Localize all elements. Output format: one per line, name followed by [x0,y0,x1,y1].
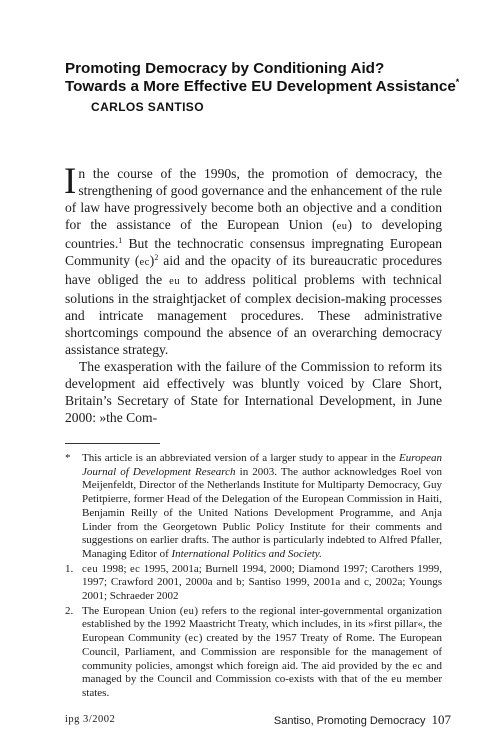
paragraph-1-text-a: n the course of the 1990s, the promotion of democracy, the strengthening of good governance and the enhancement of the rule of law have progressively become both an objective and a condition for the assistance of the European Union ( [65,166,442,232]
abbr-ec: ec [139,257,150,268]
footnote-star [65,452,442,562]
title-line-1: Promoting Democracy by Conditioning Aid? [65,60,385,77]
footnote-text-g: and managed by the Council and Commission co-exists with that of the [82,659,442,686]
footnote-text-d: 1995, 2001a; Burnell 1994, 2000; Diamond 1997; Carothers 1999, 1997; Crawford 2001, 2000a and b; Santiso 1999, 2001a and c, 2002a; Youngs 2001; Schraeder 2002 [82,562,443,603]
footnote-text [82,605,442,699]
footnote-marker: * [65,452,71,464]
abbr-eu: eu [336,221,348,232]
footnote-1 [65,563,442,604]
footnote-text-b: 1998; [98,562,130,575]
footnote-2 [65,605,442,701]
page-footer [65,712,451,728]
footnote-text [82,563,442,602]
title-line-2-text: Towards a More Effective EU Development Assistance [65,78,456,95]
publication-title: International Politics and Society. [171,547,322,560]
article-body [64,161,442,426]
abbr-ec: ec [129,563,141,575]
footnote-divider [65,443,160,444]
paragraph-2: The exasperation with the failure of the Commission to reform its development aid effectively was bluntly voiced by Clare Short, Britain’s Secretary of State for International Development, in June 2000: »the Com- [65,359,442,425]
footnote-text-a: The European Union ( [82,604,184,617]
journal-issue: ipg 3/2002 [65,714,116,725]
footnote-text-a: This article is an abbreviated version of a larger study to appear in the [82,452,400,464]
title-footnote-marker[interactable]: * [455,77,460,87]
abbr-eu: eu [183,605,195,617]
abbr-eu: eu [169,276,181,287]
title-line-2 [65,78,485,96]
abbr-ceu: ceu [82,563,99,575]
footnote-text [82,452,442,560]
article-title [65,60,485,96]
paragraph-1-text-b: ) to developing countries. [65,217,442,251]
footnote-text-c: in 2003. The author acknowledges Roel von Meijenfeldt, Director of the Netherlands Institute for Multiparty Democracy, Guy Petitpierre, former Head of the Delegation of the European Commission in Haiti, Benjamin Reilly of the United Nations Development Programme, and Anja Linder from the Georgetown Public Policy Institute for their comments and suggestions on earlier drafts. The author is particularly indebted to Alfred Pfaller, Managing Editor of [82,465,442,560]
running-head-text: Santiso, Promoting Democracy [273,715,426,727]
paragraph-1 [64,161,442,358]
footnote-marker: 2. [65,604,74,617]
paragraph-1-text-f: to address political problems with technical solutions in the straightjacket of complex decision-making processes and intricate management procedures. These administrative shortcomings compound the absence of an overarching democracy assistance strategy. [65,272,442,357]
footnote-text-c: ) refers to the regional inter-governmental organization established by the 1992 Maastricht Treaty, which includes, in its »first pillar«, the European Community ( [82,604,442,645]
footnote-text-i: member states. [82,673,442,699]
drop-cap: I [64,161,77,202]
footnote-ref-2[interactable]: 2 [154,253,159,262]
paragraph-1-text-e: aid and the opacity of its bureaucratic procedures have obliged the [65,253,442,287]
abbr-ec: ec [412,660,423,672]
page-number: 107 [431,712,451,727]
abbr-eu: eu [391,674,403,686]
footnote-ref-1[interactable]: 1 [118,236,123,245]
journal-title: European Journal of Development Research [82,452,442,478]
author-name: CARLOS SANTISO [91,100,204,114]
footnotes [65,452,442,702]
paragraph-1-text-c: But the technocratic consensus impregnating European Community ( [65,236,442,268]
running-head [274,712,451,728]
paragraph-1-text-d: ) [149,253,155,268]
footnote-text-e: ) created by the 1957 Treaty of Rome. The European Council, Parliament, and Commission are responsible for the management of community policies, amongst which foreign aid. The aid provided by the [82,632,442,672]
footnote-marker: 1. [65,562,74,575]
abbr-ec: ec [188,633,199,645]
